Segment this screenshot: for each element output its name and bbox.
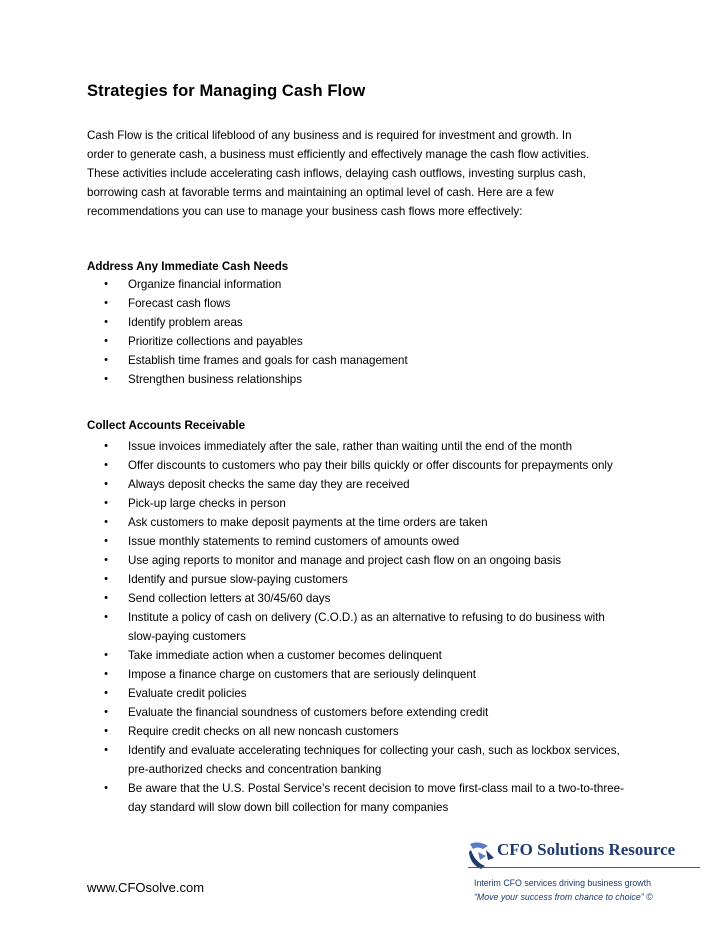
bullet-icon: • [104, 592, 108, 604]
list-item-text: Evaluate credit policies [128, 687, 247, 700]
list-item-text: Forecast cash flows [128, 297, 231, 310]
list-item [87, 608, 667, 646]
list-item-text: Impose a finance charge on customers that are seriously delinquent [128, 668, 477, 681]
list-item [87, 351, 667, 370]
list-item-text: Identify and pursue slow-paying customers [128, 573, 348, 586]
list-item-text: Identify and evaluate accelerating techniques for collecting your cash, such as lockbox services, [128, 744, 620, 757]
list-item [87, 313, 667, 332]
bullet-icon: • [104, 440, 108, 452]
list-item-text: Send collection letters at 30/45/60 days [128, 592, 331, 605]
company-logo [466, 836, 706, 906]
list-item [87, 275, 667, 294]
bullet-icon: • [104, 497, 108, 509]
list-item-text: day standard will slow down bill collection for many companies [128, 801, 449, 814]
bullet-icon: • [104, 649, 108, 661]
list-item [87, 570, 667, 589]
section-heading-immediate-cash-needs: Address Any Immediate Cash Needs [87, 260, 289, 273]
bullet-icon: • [104, 687, 108, 699]
list-item-text: Pick-up large checks in person [128, 497, 286, 510]
footer-url: www.CFOsolve.com [87, 880, 205, 895]
logo-tagline: Interim CFO services driving business growth [474, 878, 651, 888]
list-item-text: Evaluate the financial soundness of customers before extending credit [128, 706, 489, 719]
intro-line: These activities include accelerating cash inflows, delaying cash outflows, investing surplus cash, [87, 167, 586, 180]
list-item-text: Require credit checks on all new noncash customers [128, 725, 399, 738]
intro-paragraph [87, 126, 647, 221]
list-item-text: Strengthen business relationships [128, 373, 303, 386]
list-item [87, 532, 667, 551]
list-item [87, 703, 667, 722]
list-item-text: Organize financial information [128, 278, 282, 291]
bullet-icon: • [104, 535, 108, 547]
bullet-icon: • [104, 316, 108, 328]
list-item [87, 456, 667, 475]
list-item [87, 665, 667, 684]
list-item [87, 722, 667, 741]
list-item [87, 294, 667, 313]
bullet-icon: • [104, 516, 108, 528]
list-item-text: slow-paying customers [128, 630, 246, 643]
list-item [87, 332, 667, 351]
intro-line: Cash Flow is the critical lifeblood of any business and is required for investment and growth. In [87, 129, 572, 142]
list-item [87, 551, 667, 570]
immediate-cash-needs-list [87, 275, 667, 389]
list-item [87, 589, 667, 608]
bullet-icon: • [104, 706, 108, 718]
bullet-icon: • [104, 573, 108, 585]
logo-divider [468, 867, 700, 868]
list-item [87, 437, 667, 456]
page-title: Strategies for Managing Cash Flow [87, 82, 366, 100]
bullet-icon: • [104, 725, 108, 737]
bullet-icon: • [104, 373, 108, 385]
list-item-text: pre-authorized checks and concentration banking [128, 763, 382, 776]
list-item [87, 513, 667, 532]
logo-text: CFO Solutions Resource [497, 840, 676, 859]
list-item-text: Always deposit checks the same day they are received [128, 478, 410, 491]
intro-line: order to generate cash, a business must efficiently and effectively manage the cash flow activities. [87, 148, 590, 161]
logo-slogan: “Move your success from chance to choice” © [474, 892, 653, 902]
list-item-text: Issue monthly statements to remind customers of amounts owed [128, 535, 460, 548]
list-item-text: Use aging reports to monitor and manage and project cash flow on an ongoing basis [128, 554, 562, 567]
list-item-text: Institute a policy of cash on delivery (C.O.D.) as an alternative to refusing to do business with [128, 611, 605, 624]
bullet-icon: • [104, 354, 108, 366]
bullet-icon: • [104, 297, 108, 309]
list-item [87, 741, 667, 779]
list-item [87, 684, 667, 703]
bullet-icon: • [104, 611, 108, 623]
list-item-text: Offer discounts to customers who pay their bills quickly or offer discounts for prepayments only [128, 459, 613, 472]
bullet-icon: • [104, 335, 108, 347]
list-item [87, 646, 667, 665]
list-item [87, 370, 667, 389]
section-heading-accounts-receivable: Collect Accounts Receivable [87, 419, 246, 432]
bullet-icon: • [104, 478, 108, 490]
list-item-text: Issue invoices immediately after the sale, rather than waiting until the end of the month [128, 440, 573, 453]
list-item-text: Identify problem areas [128, 316, 243, 329]
list-item-text: Take immediate action when a customer becomes delinquent [128, 649, 442, 662]
bullet-icon: • [104, 744, 108, 756]
list-item-text: Be aware that the U.S. Postal Service’s recent decision to move first-class mail to a two-to-three- [128, 782, 624, 795]
intro-line: borrowing cash at favorable terms and maintaining an optimal level of cash. Here are a few [87, 186, 554, 199]
bullet-icon: • [104, 782, 108, 794]
intro-line: recommendations you can use to manage your business cash flows more effectively: [87, 205, 523, 218]
list-item [87, 494, 667, 513]
bullet-icon: • [104, 668, 108, 680]
list-item-text: Prioritize collections and payables [128, 335, 303, 348]
accounts-receivable-list [87, 437, 667, 817]
list-item-text: Ask customers to make deposit payments at the time orders are taken [128, 516, 488, 529]
bullet-icon: • [104, 278, 108, 290]
bullet-icon: • [104, 459, 108, 471]
list-item-text: Establish time frames and goals for cash management [128, 354, 408, 367]
list-item [87, 475, 667, 494]
list-item [87, 779, 667, 817]
bullet-icon: • [104, 554, 108, 566]
